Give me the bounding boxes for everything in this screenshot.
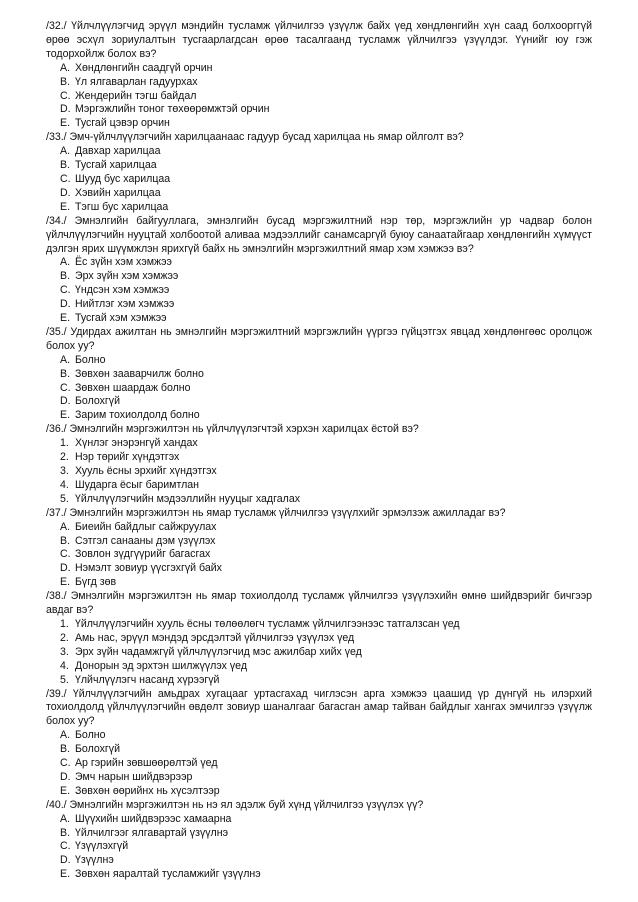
question-block xyxy=(46,326,592,423)
question-text: /35./ Удирдах ажилтан нь эмнэлгийн мэргэжилтний мэргэжлийн үүргээ гүйцэтгэх явцад хөндлөнгөөс оролцож болох уу? xyxy=(46,325,592,352)
option-text: Үндсэн хэм хэмжээ xyxy=(74,284,170,297)
option-key: C. xyxy=(60,381,71,394)
option-key: D. xyxy=(60,298,71,311)
option-text: Зовлон зүдгүүрийг багасгах xyxy=(74,548,211,561)
answer-option xyxy=(46,354,592,368)
answer-option xyxy=(46,576,592,590)
answer-option xyxy=(46,632,592,646)
option-key: E. xyxy=(60,868,71,881)
option-text: Үйлчлүүлэгчийн мэдээллийн нууцыг хадгалах xyxy=(74,492,301,505)
option-text: Мэргэжлийн тоног төхөөрөмжтэй орчин xyxy=(74,103,270,116)
option-text: Зөвхөн яаралтай тусламжийг үзүүлнэ xyxy=(74,868,261,881)
answer-option xyxy=(46,201,592,215)
answer-option xyxy=(46,674,592,688)
option-key: C. xyxy=(60,89,71,102)
answer-option xyxy=(46,868,592,882)
option-key: C. xyxy=(60,284,71,297)
question-text: /36./ Эмнэлгийн мэргэжилтэн нь үйлчлүүлэгчтэй хэрхэн харилцах ёстой вэ? xyxy=(46,423,419,436)
option-text: Үзүүлэхгүй xyxy=(74,840,129,853)
answer-option xyxy=(46,854,592,868)
answer-option xyxy=(46,827,592,841)
option-key: B. xyxy=(60,826,71,839)
option-text: Хөндлөнгийн саадгүй орчин xyxy=(74,61,213,74)
option-key: A. xyxy=(60,61,71,74)
answer-option xyxy=(46,187,592,201)
option-key: D. xyxy=(60,103,71,116)
option-key: 3. xyxy=(60,645,69,658)
answer-option xyxy=(46,729,592,743)
answer-option xyxy=(46,618,592,632)
answer-option xyxy=(46,479,592,493)
question-text: /32./ Үйлчлүүлэгчид эрүүл мэндийн тусламж үйлчилгээ үзүүлж байх үед хөндлөнгийн хүн саад болхоорггүй өрөө эсхүл зориулалтын тусгаарлагдсан өрөө тасалгаанд тусламж үйлчилгээ үзүүлдэг. Үүнийг юу гэж тодорхойлж болох вэ? xyxy=(46,20,592,60)
option-text: Үзүүлнэ xyxy=(74,854,114,867)
question-text: /34./ Эмнэлгийн байгууллага, эмнэлгийн бусад мэргэжилтний нэр төр, мэргэжлийн ур чадвар болон үйлчлүүлэгчийн нууцтай холбоотой аливаа мэдээллийг санамсаргүй буюу санаатайгаар хөндлөнгийн хүмүүст дэлгэн ярих шүүмжлэн ярихгүй байх нь эмнэлгийн мэргэжилтний ямар хэм хэмжээ вэ? xyxy=(46,214,592,255)
answer-option xyxy=(46,548,592,562)
question-block xyxy=(46,799,592,882)
option-key: D. xyxy=(60,395,71,408)
answer-option xyxy=(46,409,592,423)
option-key: B. xyxy=(60,270,71,283)
option-text: Тусгай цэвэр орчин xyxy=(74,117,170,130)
option-key: B. xyxy=(60,75,71,88)
answer-option xyxy=(46,145,592,159)
option-key: E. xyxy=(60,409,71,422)
option-text: Шууд бус харилцаа xyxy=(74,172,171,185)
option-key: E. xyxy=(60,784,71,797)
option-key: 1. xyxy=(60,437,69,450)
option-key: C. xyxy=(60,840,71,853)
option-text: Эрх зүйн хэм хэмжээ xyxy=(74,270,179,283)
option-text: Жендерийн тэгш байдал xyxy=(74,89,197,102)
question-block xyxy=(46,20,592,131)
answer-option xyxy=(46,103,592,117)
answer-option xyxy=(46,646,592,660)
answer-option xyxy=(46,785,592,799)
option-key: 2. xyxy=(60,631,69,644)
option-key: D. xyxy=(60,186,71,199)
answer-option xyxy=(46,660,592,674)
option-key: B. xyxy=(60,534,71,547)
option-text: Давхар харилцаа xyxy=(74,145,161,158)
option-key: C. xyxy=(60,757,71,770)
option-text: Тусгай харилцаа xyxy=(74,159,157,172)
option-key: D. xyxy=(60,562,71,575)
answer-option xyxy=(46,256,592,270)
question-block xyxy=(46,131,592,214)
question-block xyxy=(46,590,592,687)
option-text: Хэвийн харилцаа xyxy=(74,186,161,199)
option-key: 4. xyxy=(60,659,69,672)
option-text: Ар гэрийн зөвшөөрөлтэй үед xyxy=(74,757,218,770)
answer-option xyxy=(46,465,592,479)
option-key: B. xyxy=(60,159,71,172)
answer-option xyxy=(46,76,592,90)
option-text: Амь нас, эрүүл мэндэд эрсдэлтэй үйлчилгээ үзүүлэх үед xyxy=(74,631,355,644)
answer-option xyxy=(46,451,592,465)
option-key: 2. xyxy=(60,451,69,464)
answer-option xyxy=(46,62,592,76)
answer-option xyxy=(46,159,592,173)
answer-option xyxy=(46,368,592,382)
option-text: Үйлчлүүлэгчийн хууль ёсны төлөөлөгч тусламж үйлчилгээнээс татгалзсан үед xyxy=(74,617,460,630)
option-text: Эмч нарын шийдвэрээр xyxy=(74,770,193,783)
option-key: B. xyxy=(60,743,71,756)
answer-option xyxy=(46,173,592,187)
option-key: C. xyxy=(60,548,71,561)
answer-option xyxy=(46,757,592,771)
option-key: E. xyxy=(60,117,71,130)
answer-option xyxy=(46,521,592,535)
option-key: B. xyxy=(60,367,71,380)
option-key: 1. xyxy=(60,617,69,630)
question-text: /33./ Эмч-үйлчлүүлэгчийн харилцаанаас гадуур бусад харилцаа нь ямар ойлголт вэ? xyxy=(46,131,464,144)
option-text: Үл ялгаварлан гадуурхах xyxy=(74,75,198,88)
option-text: Ёс зүйн хэм хэмжээ xyxy=(74,256,172,269)
option-text: Үлйчлүүлэгч насанд хүрээгүй xyxy=(74,673,220,686)
answer-option xyxy=(46,437,592,451)
answer-option xyxy=(46,840,592,854)
option-key: E. xyxy=(60,312,71,325)
answer-option xyxy=(46,298,592,312)
option-key: A. xyxy=(60,256,71,269)
answer-option xyxy=(46,562,592,576)
option-text: Тэгш бус харилцаа xyxy=(74,200,169,213)
option-key: D. xyxy=(60,770,71,783)
option-text: Болохгүй xyxy=(74,743,121,756)
question-text: /40./ Эмнэлгийн мэргэжилтэн нь нэ ял эдэлж буй хүнд үйлчилгээ үзүүлэх үү? xyxy=(46,798,424,811)
option-text: Сэтгэл санааны дэм үзүүлэх xyxy=(74,534,216,547)
answer-option xyxy=(46,743,592,757)
option-text: Болохгүй xyxy=(74,395,121,408)
option-key: 3. xyxy=(60,465,69,477)
answer-option xyxy=(46,771,592,785)
option-key: A. xyxy=(60,353,71,366)
option-text: Зарим тохиолдолд болно xyxy=(74,409,200,422)
answer-option xyxy=(46,117,592,131)
option-text: Нэмэлт зовиур үүсгэхгүй байх xyxy=(74,562,222,575)
option-text: Болно xyxy=(74,353,106,366)
option-text: Нэр төрийг хүндэтгэх xyxy=(74,451,180,464)
option-text: Шүүхийн шийдвэрээс хамаарна xyxy=(74,812,232,825)
answer-option xyxy=(46,90,592,104)
answer-option xyxy=(46,284,592,298)
option-text: Хууль ёсны эрхийг хүндэтгэх xyxy=(74,465,217,477)
option-key: E. xyxy=(60,200,71,213)
question-text: /39./ Үйлчлүүлэгчийн амьдрах хугацааг уртасгахад чиглэсэн арга хэмжээ цаашид үр дүнгүй нь илэрхий тохиолдолд үйлчлүүлэгчийн өвдөлт зовиур шаналгааг багасган амар тайван байдлыг хангах эмчилгээ үзүүлж болох уу? xyxy=(46,687,592,728)
option-key: A. xyxy=(60,729,71,742)
question-text: /37./ Эмнэлгийн мэргэжилтэн нь ямар тусламж үйлчилгээ үзүүлхийг эрмэлзэж ажилладаг вэ? xyxy=(46,506,506,519)
answer-option xyxy=(46,382,592,396)
option-key: D. xyxy=(60,854,71,867)
option-key: C. xyxy=(60,172,71,185)
question-block xyxy=(46,215,592,326)
option-text: Нийтлэг хэм хэмжээ xyxy=(74,298,175,311)
option-key: 5. xyxy=(60,673,69,686)
option-text: Зөвхөн өөрийнх нь хүсэлтээр xyxy=(74,784,220,797)
answer-option xyxy=(46,813,592,827)
question-block xyxy=(46,688,592,799)
option-key: E. xyxy=(60,576,71,589)
question-text: /38./ Эмнэлгийн мэргэжилтэн нь ямар тохиолдолд тусламж үйлчилгээ үзүүлэхийн өмнө шийдвэрийг бичгээр авдаг вэ? xyxy=(46,590,592,617)
answer-option xyxy=(46,493,592,507)
option-key: A. xyxy=(60,145,71,158)
option-text: Донорын эд эрхтэн шилжүүлэх үед xyxy=(74,659,248,672)
option-text: Зөвхөн зааварчилж болно xyxy=(74,367,204,380)
answer-option xyxy=(46,535,592,549)
question-block xyxy=(46,423,592,506)
option-key: A. xyxy=(60,812,71,825)
option-text: Биеийн байдлыг сайжруулах xyxy=(74,520,217,533)
question-block xyxy=(46,507,592,590)
option-text: Үйлчилгээг ялгавартай үзүүлнэ xyxy=(74,826,228,839)
option-text: Хүнлэг энэрэнгүй хандах xyxy=(74,437,198,450)
option-text: Зөвхөн шаардаж болно xyxy=(74,381,191,394)
option-key: 4. xyxy=(60,478,69,491)
option-key: 5. xyxy=(60,492,69,505)
option-text: Тусгай хэм хэмжээ xyxy=(74,312,167,325)
answer-option xyxy=(46,395,592,409)
option-text: Шударга ёсыг баримтлан xyxy=(74,478,199,491)
option-text: Эрх зүйн чадамжгүй үйлчлүүлэгчид мэс ажилбар хийх үед xyxy=(74,645,362,658)
option-key: A. xyxy=(60,520,71,533)
answer-option xyxy=(46,312,592,326)
answer-option xyxy=(46,270,592,284)
option-text: Болно xyxy=(74,729,106,742)
option-text: Бүгд зөв xyxy=(74,576,117,589)
